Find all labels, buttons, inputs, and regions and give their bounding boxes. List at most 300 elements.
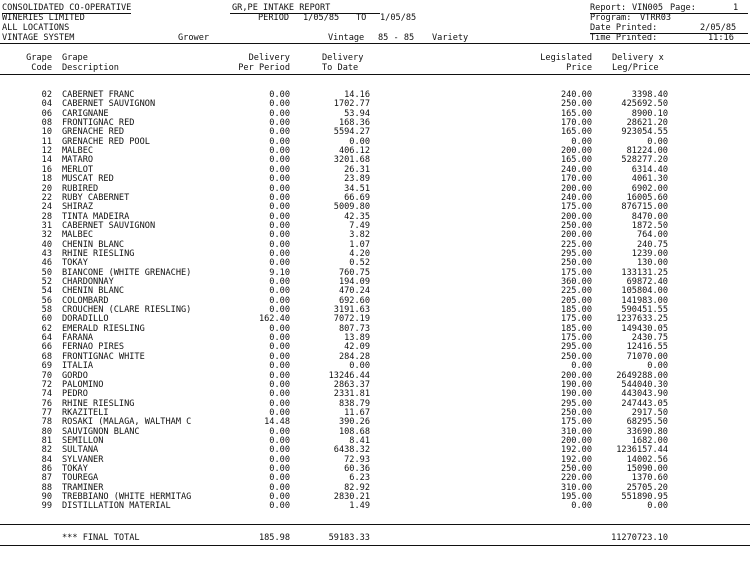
grape-code: 14 xyxy=(41,155,52,166)
legislated-price: 295.00 xyxy=(560,342,592,353)
grape-description: MALBEC xyxy=(62,230,94,241)
legislated-price: 240.00 xyxy=(560,192,592,203)
delivery-per-period: 0.00 xyxy=(269,286,290,297)
delivery-x-leg-price: 240.75 xyxy=(636,239,668,250)
grape-code: 90 xyxy=(41,492,52,503)
delivery-per-period: 0.00 xyxy=(269,230,290,241)
vintage-label: Vintage xyxy=(328,33,365,43)
delivery-to-date: 8.41 xyxy=(349,435,370,446)
grape-code: 76 xyxy=(41,398,52,409)
grape-code: 99 xyxy=(41,501,52,512)
delivery-per-period: 0.00 xyxy=(269,435,290,446)
legislated-price: 170.00 xyxy=(560,118,592,129)
grape-code: 06 xyxy=(41,108,52,119)
legislated-price: 250.00 xyxy=(560,99,592,110)
delivery-per-period: 0.00 xyxy=(269,127,290,138)
delivery-to-date: 7072.19 xyxy=(333,314,370,325)
grape-code: 66 xyxy=(41,342,52,353)
legislated-price: 250.00 xyxy=(560,464,592,474)
grape-code: 16 xyxy=(41,164,52,175)
delivery-x-leg-price: 15090.00 xyxy=(626,464,668,474)
delivery-x-leg-price: 68295.50 xyxy=(626,417,668,428)
delivery-x-leg-price: 8470.00 xyxy=(631,211,668,222)
grape-description: RHINE RIESLING xyxy=(62,248,135,259)
delivery-to-date: 7.49 xyxy=(349,220,370,231)
grape-description: PEDRO xyxy=(62,389,88,400)
delivery-x-leg-price: 247443.05 xyxy=(621,398,668,409)
delivery-x-leg-price: 33690.80 xyxy=(626,426,668,437)
legislated-price: 165.00 xyxy=(560,127,592,138)
delivery-x-leg-price: 2649288.00 xyxy=(616,370,668,381)
delivery-per-period: 0.00 xyxy=(269,482,290,493)
delivery-per-period: 0.00 xyxy=(269,146,290,157)
delivery-per-period: 0.00 xyxy=(269,183,290,194)
delivery-per-period: 0.00 xyxy=(269,398,290,409)
col-grape-code-1: Grape xyxy=(26,53,52,63)
grape-description: CABERNET SAUVIGNON xyxy=(62,99,156,110)
delivery-per-period: 0.00 xyxy=(269,277,290,287)
grape-description: BIANCONE (WHITE GRENACHE) xyxy=(62,267,192,278)
grape-code: 31 xyxy=(41,220,52,231)
delivery-x-leg-price: 590451.55 xyxy=(621,305,668,316)
date-underline xyxy=(590,33,748,34)
delivery-x-leg-price: 764.00 xyxy=(636,230,668,241)
delivery-per-period: 0.00 xyxy=(269,389,290,400)
delivery-to-date: 470.24 xyxy=(338,286,370,297)
delivery-to-date: 168.36 xyxy=(338,118,370,129)
delivery-to-date: 6438.32 xyxy=(333,445,370,456)
delivery-per-period: 0.00 xyxy=(269,473,290,484)
legislated-price: 360.00 xyxy=(560,277,592,287)
legislated-price: 165.00 xyxy=(560,155,592,166)
grape-description: MERLOT xyxy=(62,164,94,175)
delivery-x-leg-price: 130.00 xyxy=(636,258,668,269)
legislated-price: 200.00 xyxy=(560,435,592,446)
delivery-per-period: 162.40 xyxy=(258,314,290,325)
grape-description: ITALIA xyxy=(62,361,94,372)
page-number: 1 xyxy=(733,3,739,13)
delivery-x-leg-price: 4061.30 xyxy=(631,174,668,185)
title-underline xyxy=(230,13,380,14)
col-grape-desc-2: Description xyxy=(62,63,119,73)
legislated-price: 175.00 xyxy=(560,417,592,428)
header-rule xyxy=(0,43,750,44)
delivery-per-period: 0.00 xyxy=(269,351,290,362)
columns-rule xyxy=(0,74,750,75)
delivery-x-leg-price: 1237633.25 xyxy=(616,314,668,325)
grape-description: SULTANA xyxy=(62,445,99,456)
grape-code: 64 xyxy=(41,333,52,344)
delivery-to-date: 2863.37 xyxy=(333,379,370,390)
col-delivery-leg-1: Delivery x xyxy=(612,53,664,63)
grape-description: RUBY CABERNET xyxy=(62,192,130,203)
system-label: VINTAGE SYSTEM xyxy=(2,33,75,43)
table-row xyxy=(0,502,750,511)
delivery-to-date: 1702.77 xyxy=(333,99,370,110)
grape-description: TINTA MADEIRA xyxy=(62,211,130,222)
legislated-price: 0.00 xyxy=(571,136,592,147)
delivery-per-period: 0.00 xyxy=(269,155,290,166)
grape-description: MATARO xyxy=(62,155,94,166)
grower-label: Grower xyxy=(178,33,210,43)
variety-label: Variety xyxy=(432,33,469,43)
legislated-price: 240.00 xyxy=(560,164,592,175)
legislated-price: 200.00 xyxy=(560,211,592,222)
grape-description: DORADILLO xyxy=(62,314,109,325)
grape-description: SHIRAZ xyxy=(62,202,94,213)
delivery-x-leg-price: 1370.60 xyxy=(631,473,668,484)
grape-description: RKAZITELI xyxy=(62,407,109,418)
grape-description: TRAMINER xyxy=(62,482,104,493)
grape-description: COLOMBARD xyxy=(62,295,109,306)
grape-description: TOKAY xyxy=(62,258,88,269)
delivery-x-leg-price: 16005.60 xyxy=(626,192,668,203)
delivery-x-leg-price: 81224.00 xyxy=(626,146,668,157)
delivery-x-leg-price: 1682.00 xyxy=(631,435,668,446)
legislated-price: 200.00 xyxy=(560,146,592,157)
delivery-per-period: 0.00 xyxy=(269,323,290,334)
delivery-x-leg-price: 0.00 xyxy=(647,361,668,372)
delivery-to-date: 807.73 xyxy=(338,323,370,334)
delivery-to-date: 838.79 xyxy=(338,398,370,409)
delivery-x-leg-price: 6314.40 xyxy=(631,164,668,175)
delivery-to-date: 14.16 xyxy=(344,90,370,100)
grape-code: 28 xyxy=(41,211,52,222)
grape-code: 08 xyxy=(41,118,52,129)
legislated-price: 0.00 xyxy=(571,361,592,372)
delivery-x-leg-price: 149430.05 xyxy=(621,323,668,334)
grape-description: DISTILLATION MATERIAL xyxy=(62,501,171,512)
legislated-price: 205.00 xyxy=(560,295,592,306)
delivery-to-date: 82.92 xyxy=(344,482,370,493)
grape-description: RUBIRED xyxy=(62,183,99,194)
vintage-range: 85 - 85 xyxy=(378,33,415,43)
delivery-x-leg-price: 876715.00 xyxy=(621,202,668,213)
delivery-to-date: 1.07 xyxy=(349,239,370,250)
period-to-label: TO xyxy=(356,13,367,23)
delivery-to-date: 3.82 xyxy=(349,230,370,241)
legislated-price: 250.00 xyxy=(560,220,592,231)
legislated-price: 200.00 xyxy=(560,370,592,381)
grape-code: 70 xyxy=(41,370,52,381)
final-total-amount: 11270723.10 xyxy=(611,533,668,543)
grape-description: GRENACHE RED POOL xyxy=(62,136,150,147)
grape-code: 82 xyxy=(41,445,52,456)
grape-code: 24 xyxy=(41,202,52,213)
delivery-to-date: 5009.80 xyxy=(333,202,370,213)
grape-code: 50 xyxy=(41,267,52,278)
delivery-per-period: 0.00 xyxy=(269,295,290,306)
delivery-to-date: 42.35 xyxy=(344,211,370,222)
grape-code: 84 xyxy=(41,454,52,465)
col-delivery-leg-2: Leg/Price xyxy=(612,63,659,73)
delivery-to-date: 42.09 xyxy=(344,342,370,353)
grape-code: 58 xyxy=(41,305,52,316)
delivery-to-date: 2331.81 xyxy=(333,389,370,400)
final-total-label: *** FINAL TOTAL xyxy=(62,533,140,543)
col-delivery-period-1: Delivery xyxy=(248,53,290,63)
delivery-x-leg-price: 14002.56 xyxy=(626,454,668,465)
delivery-to-date: 26.31 xyxy=(344,164,370,175)
legislated-price: 175.00 xyxy=(560,202,592,213)
delivery-to-date: 284.28 xyxy=(338,351,370,362)
grape-description: GORDO xyxy=(62,370,88,381)
delivery-per-period: 0.00 xyxy=(269,361,290,372)
legislated-price: 310.00 xyxy=(560,482,592,493)
delivery-to-date: 60.36 xyxy=(344,464,370,474)
grape-code: 40 xyxy=(41,239,52,250)
delivery-per-period: 0.00 xyxy=(269,305,290,316)
period-label: PERIOD xyxy=(258,13,290,23)
delivery-per-period: 0.00 xyxy=(269,501,290,512)
delivery-per-period: 0.00 xyxy=(269,192,290,203)
delivery-to-date: 1.49 xyxy=(349,501,370,512)
grape-description: MALBEC xyxy=(62,146,94,157)
time-printed: 11:16 xyxy=(708,33,734,43)
legislated-price: 175.00 xyxy=(560,267,592,278)
delivery-to-date: 13.89 xyxy=(344,333,370,344)
table-row xyxy=(0,203,750,212)
col-legislated-1: Legislated xyxy=(540,53,592,63)
delivery-x-leg-price: 25705.20 xyxy=(626,482,668,493)
delivery-to-date: 66.69 xyxy=(344,192,370,203)
delivery-to-date: 760.75 xyxy=(338,267,370,278)
col-delivery-todate-1: Delivery xyxy=(322,53,364,63)
period-from: 1/05/85 xyxy=(303,13,340,23)
delivery-per-period: 0.00 xyxy=(269,211,290,222)
delivery-per-period: 0.00 xyxy=(269,99,290,110)
table-row xyxy=(0,175,750,184)
company-name: CONSOLIDATED CO-OPERATIVE xyxy=(2,3,132,13)
period-to: 1/05/85 xyxy=(380,13,417,23)
grape-code: 10 xyxy=(41,127,52,138)
grape-description: FRONTIGNAC RED xyxy=(62,118,135,129)
col-delivery-period-2: Per Period xyxy=(238,63,290,73)
grape-description: CHARDONNAY xyxy=(62,277,114,287)
delivery-to-date: 2830.21 xyxy=(333,492,370,503)
delivery-to-date: 5594.27 xyxy=(333,127,370,138)
delivery-x-leg-price: 141983.00 xyxy=(621,295,668,306)
final-total-period: 185.98 xyxy=(258,533,290,543)
grape-code: 77 xyxy=(41,407,52,418)
delivery-per-period: 0.00 xyxy=(269,248,290,259)
grape-description: PALOMINO xyxy=(62,379,104,390)
delivery-to-date: 13246.44 xyxy=(328,370,370,381)
grape-code: 54 xyxy=(41,286,52,297)
delivery-per-period: 0.00 xyxy=(269,379,290,390)
legislated-price: 250.00 xyxy=(560,351,592,362)
delivery-per-period: 0.00 xyxy=(269,464,290,474)
grape-code: 12 xyxy=(41,146,52,157)
final-total-todate: 59183.33 xyxy=(328,533,370,543)
delivery-x-leg-price: 2917.50 xyxy=(631,407,668,418)
delivery-to-date: 406.12 xyxy=(338,146,370,157)
date-printed: 2/05/85 xyxy=(700,23,737,33)
col-grape-desc-1: Grape xyxy=(62,53,88,63)
delivery-to-date: 11.67 xyxy=(344,407,370,418)
grape-description: FARANA xyxy=(62,333,94,344)
delivery-x-leg-price: 12416.55 xyxy=(626,342,668,353)
date-printed-label: Date Printed: xyxy=(590,23,658,33)
delivery-x-leg-price: 1872.50 xyxy=(631,220,668,231)
grape-description: GRENACHE RED xyxy=(62,127,125,138)
delivery-to-date: 72.93 xyxy=(344,454,370,465)
legislated-price: 200.00 xyxy=(560,230,592,241)
grape-description: TOUREGA xyxy=(62,473,99,484)
delivery-to-date: 6.23 xyxy=(349,473,370,484)
delivery-x-leg-price: 1236157.44 xyxy=(616,445,668,456)
grape-description: CHENIN BLANC xyxy=(62,286,125,297)
legislated-price: 225.00 xyxy=(560,239,592,250)
delivery-to-date: 0.00 xyxy=(349,136,370,147)
delivery-per-period: 0.00 xyxy=(269,108,290,119)
legislated-price: 190.00 xyxy=(560,379,592,390)
legislated-price: 165.00 xyxy=(560,108,592,119)
grape-code: 86 xyxy=(41,464,52,474)
table-row xyxy=(0,287,750,296)
grape-code: 04 xyxy=(41,99,52,110)
table-row xyxy=(0,446,750,455)
grape-code: 68 xyxy=(41,351,52,362)
table-row xyxy=(0,353,750,362)
legislated-price: 295.00 xyxy=(560,248,592,259)
delivery-to-date: 692.60 xyxy=(338,295,370,306)
delivery-x-leg-price: 425692.50 xyxy=(621,99,668,110)
delivery-to-date: 3191.63 xyxy=(333,305,370,316)
col-delivery-todate-2: To Date xyxy=(322,63,359,73)
grape-code: 18 xyxy=(41,174,52,185)
grape-description: CROUCHEN (CLARE RIESLING) xyxy=(62,305,192,316)
legislated-price: 192.00 xyxy=(560,454,592,465)
report-id: VIN005 xyxy=(632,3,664,13)
delivery-to-date: 34.51 xyxy=(344,183,370,194)
grape-description: MUSCAT RED xyxy=(62,174,114,185)
table-row xyxy=(0,390,750,399)
delivery-to-date: 53.94 xyxy=(344,108,370,119)
legislated-price: 192.00 xyxy=(560,445,592,456)
grape-code: 11 xyxy=(41,136,52,147)
grape-description: CARIGNANE xyxy=(62,108,109,119)
delivery-to-date: 3201.68 xyxy=(333,155,370,166)
delivery-x-leg-price: 28621.20 xyxy=(626,118,668,129)
delivery-per-period: 0.00 xyxy=(269,426,290,437)
grape-code: 22 xyxy=(41,192,52,203)
grape-description: SEMILLON xyxy=(62,435,104,446)
delivery-per-period: 0.00 xyxy=(269,220,290,231)
company-name-line2: WINERIES LIMITED xyxy=(2,13,85,23)
table-row xyxy=(0,259,750,268)
grape-code: 81 xyxy=(41,435,52,446)
grape-description: CHENIN BLANC xyxy=(62,239,125,250)
legislated-price: 295.00 xyxy=(560,398,592,409)
delivery-to-date: 0.00 xyxy=(349,361,370,372)
grape-code: 52 xyxy=(41,277,52,287)
delivery-per-period: 0.00 xyxy=(269,258,290,269)
delivery-per-period: 0.00 xyxy=(269,342,290,353)
legislated-price: 200.00 xyxy=(560,183,592,194)
grape-code: 46 xyxy=(41,258,52,269)
table-row xyxy=(0,418,750,427)
grape-code: 60 xyxy=(41,314,52,325)
delivery-per-period: 0.00 xyxy=(269,136,290,147)
delivery-x-leg-price: 71070.00 xyxy=(626,351,668,362)
delivery-per-period: 0.00 xyxy=(269,202,290,213)
delivery-x-leg-price: 8900.10 xyxy=(631,108,668,119)
grape-description: ROSAKI (MALAGA, WALTHAM C xyxy=(62,417,192,428)
col-grape-code-2: Code xyxy=(31,63,52,73)
program-id: VTRR03 xyxy=(640,13,672,23)
grape-description: TOKAY xyxy=(62,464,88,474)
legislated-price: 250.00 xyxy=(560,258,592,269)
report-label: Report: xyxy=(590,3,627,13)
delivery-x-leg-price: 3398.40 xyxy=(631,90,668,100)
delivery-to-date: 23.89 xyxy=(344,174,370,185)
grape-code: 87 xyxy=(41,473,52,484)
legislated-price: 225.00 xyxy=(560,286,592,297)
legislated-price: 170.00 xyxy=(560,174,592,185)
delivery-per-period: 0.00 xyxy=(269,333,290,344)
delivery-x-leg-price: 443043.90 xyxy=(621,389,668,400)
delivery-per-period: 0.00 xyxy=(269,118,290,129)
grape-description: CABERNET SAUVIGNON xyxy=(62,220,156,231)
delivery-x-leg-price: 2430.75 xyxy=(631,333,668,344)
delivery-per-period: 0.00 xyxy=(269,174,290,185)
grape-description: EMERALD RIESLING xyxy=(62,323,145,334)
delivery-per-period: 0.00 xyxy=(269,407,290,418)
delivery-per-period: 0.00 xyxy=(269,445,290,456)
table-row xyxy=(0,100,750,109)
delivery-x-leg-price: 1239.00 xyxy=(631,248,668,259)
delivery-x-leg-price: 528277.20 xyxy=(621,155,668,166)
report-title: GR,PE INTAKE REPORT xyxy=(232,3,331,13)
delivery-per-period: 14.48 xyxy=(264,417,290,428)
delivery-per-period: 0.00 xyxy=(269,239,290,250)
legislated-price: 220.00 xyxy=(560,473,592,484)
final-bottom-rule xyxy=(0,545,750,546)
grape-code: 74 xyxy=(41,389,52,400)
legislated-price: 240.00 xyxy=(560,90,592,100)
grape-description: SAUVIGNON BLANC xyxy=(62,426,140,437)
grape-description: SYLVANER xyxy=(62,454,104,465)
grape-code: 56 xyxy=(41,295,52,306)
grape-description: TREBBIANO (WHITE HERMITAG xyxy=(62,492,192,503)
delivery-x-leg-price: 133131.25 xyxy=(621,267,668,278)
legislated-price: 175.00 xyxy=(560,333,592,344)
grape-description: RHINE RIESLING xyxy=(62,398,135,409)
legislated-price: 195.00 xyxy=(560,492,592,503)
grape-code: 32 xyxy=(41,230,52,241)
delivery-to-date: 108.68 xyxy=(338,426,370,437)
delivery-x-leg-price: 544040.30 xyxy=(621,379,668,390)
delivery-to-date: 194.09 xyxy=(338,277,370,287)
program-label: Program: xyxy=(590,13,632,23)
legislated-price: 0.00 xyxy=(571,501,592,512)
grape-code: 62 xyxy=(41,323,52,334)
grape-code: 43 xyxy=(41,248,52,259)
legislated-price: 250.00 xyxy=(560,407,592,418)
delivery-x-leg-price: 0.00 xyxy=(647,136,668,147)
grape-code: 02 xyxy=(41,90,52,100)
grape-description: FERNAO PIRES xyxy=(62,342,125,353)
scope-label: ALL LOCATIONS xyxy=(2,23,70,33)
delivery-x-leg-price: 0.00 xyxy=(647,501,668,512)
delivery-per-period: 0.00 xyxy=(269,90,290,100)
delivery-to-date: 390.26 xyxy=(338,417,370,428)
delivery-to-date: 4.20 xyxy=(349,248,370,259)
delivery-x-leg-price: 69872.40 xyxy=(626,277,668,287)
time-printed-label: Time Printed: xyxy=(590,33,658,43)
grape-code: 72 xyxy=(41,379,52,390)
